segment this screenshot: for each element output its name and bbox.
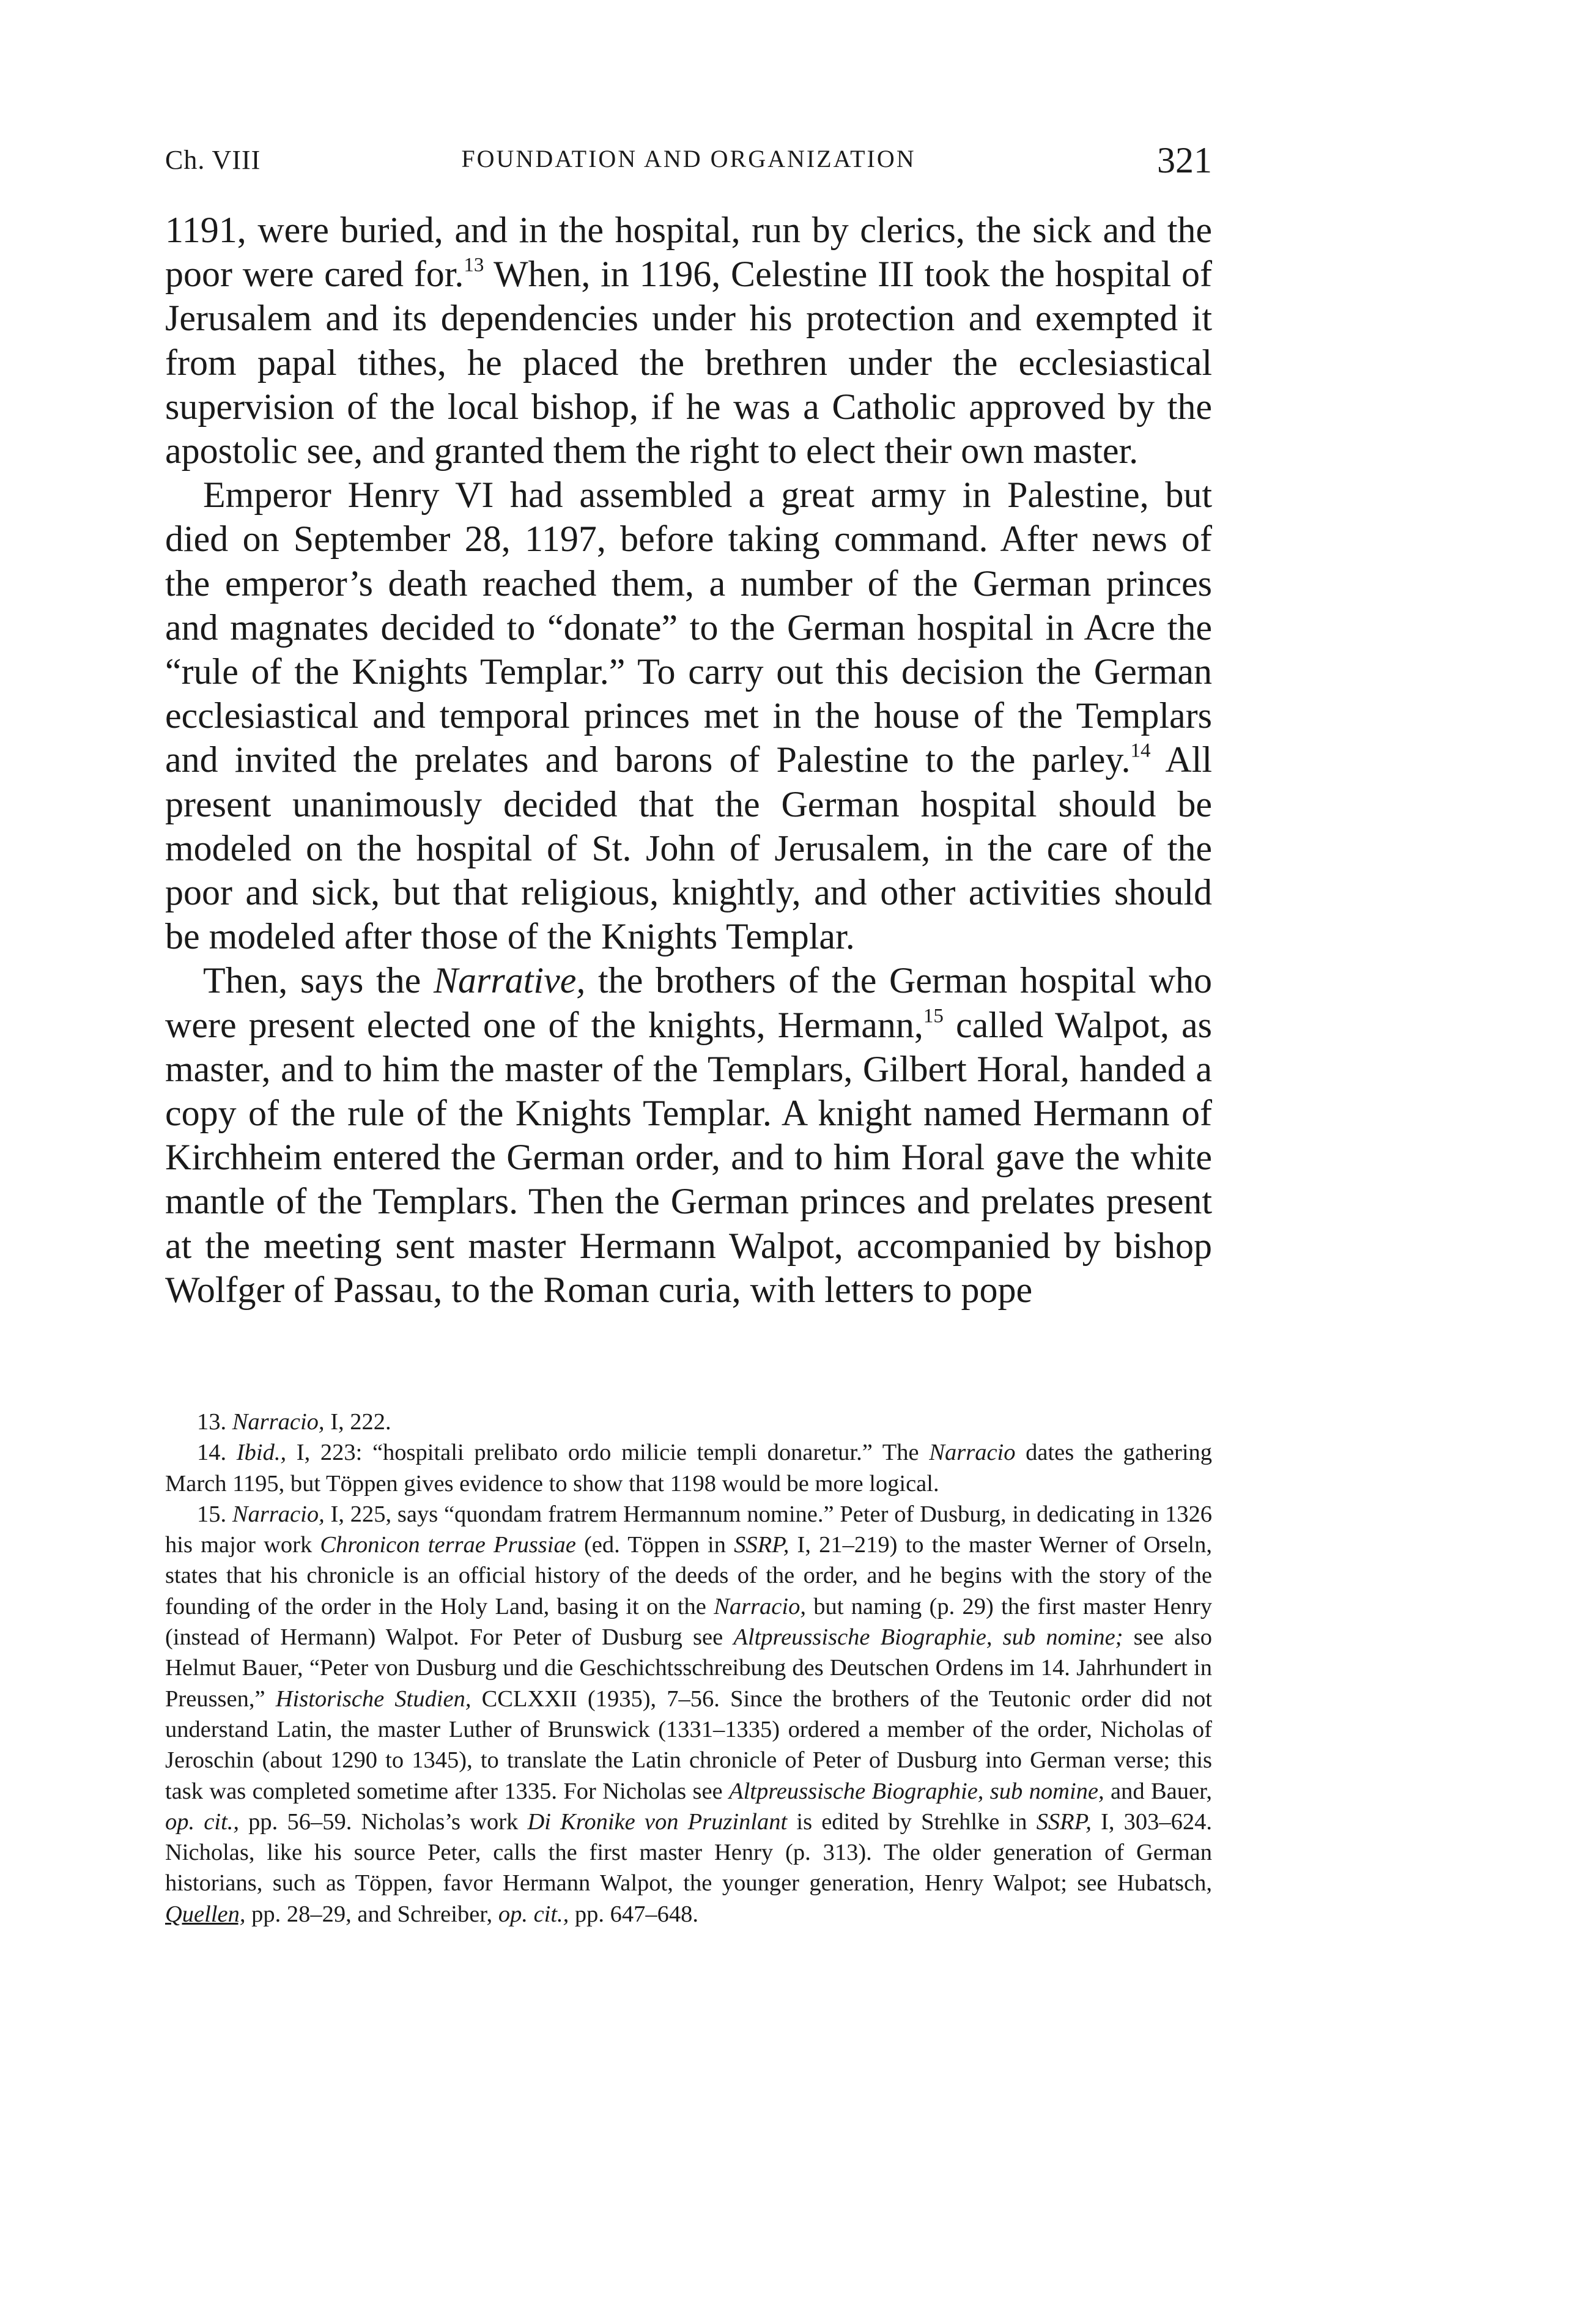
italic-title: Narrative, [434,960,586,1001]
paragraph-text: called Walpot, as master, and to him the master of the Templars, Gilbert Horal, handed a copy of the rule of the Knights Templar. A knight named Hermann of Kirchheim entered the German order, and to him Horal gave the white mantle of the Templars. Then the German princes and prelates present at the meeting sent master Hermann Walpot, accompanied by bishop Wolfger of Passau, to the Roman curia, with letters to pope [165,1004,1212,1310]
paragraph-text: Emperor Henry VI had assembled a great army in Palestine, but died on September 28, 1197, before taking command. After news of the emperor’s death reached them, a number of the German princes and magnates decided to “donate” to the German hospital in Acre the “rule of the Knights Templar.” To carry out this decision the German ecclesiastical and temporal princes met in the house of the Templars and invited the prelates and barons of Palestine to the parley. [165,475,1212,780]
footnote-number: 15. [197,1501,227,1527]
paragraph-3 [165,958,1212,1312]
footnote-italic: Altpreussische Biographie, sub nomine; [733,1624,1123,1651]
footnote-text: I, 225, says “quondam fratrem Hermannum nomine.” Peter of Dusburg, in dedicating in 1326 his major work [165,1501,1212,1558]
footnote-15 [165,1499,1212,1930]
footnote-text: see also Helmut Bauer, “Peter von Dusburg und die Geschichtsschreibung des Deutschen Ordens im 14. Jahrhundert in Preussen,” [165,1624,1212,1712]
footnote-text: pp. 28–29, and Schreiber, [245,1901,498,1927]
footnote-italic: Altpreussische Biographie, sub nomine, [729,1778,1104,1804]
footnote-text: dates the gathering March 1195, but Töppen gives evidence to show that 1198 would be more logical. [165,1440,1213,1497]
footnotes [165,1407,1212,1930]
footnote-italic: Historische Studien, [275,1686,471,1712]
paragraph-text: the brothers of the German hospital who were present elected one of the knights, Hermann, [165,960,1212,1045]
page-number: 321 [1157,140,1212,180]
footnote-text: pp. 56–59. Nicholas’s work [239,1808,528,1835]
footnote-14 [165,1437,1212,1499]
paragraph-text: All present unanimously decided that the German hospital should be modeled on the hospital of St. John of Jerusalem, in the care of the poor and sick, but that religious, knightly, and other activities should be modeled after those of the Knights Templar. [165,739,1212,957]
running-header [165,139,1212,182]
footnote-italic: Di Kronike von Pruzinlant [527,1808,788,1835]
footnote-italic: Narracio, [232,1501,325,1527]
running-title: FOUNDATION AND ORGANIZATION [461,145,916,172]
footnote-text: I, 223: “hospitali prelibato ordo milicie templi donaretur.” The [286,1440,930,1466]
footnote-italic: op. cit., [165,1808,240,1835]
footnote-ref-15[interactable]: 15 [923,1004,944,1027]
footnote-italic: op. cit., [498,1901,569,1927]
footnote-ref-14[interactable]: 14 [1130,739,1151,762]
underlined-ref [165,1901,246,1927]
footnote-text: I, 21–219) to the master Werner of Orseln, states that his chronicle is an official history of the deeds of the order, and he begins with the story of the founding of the order in the Holy Land, basing it on the [165,1532,1213,1619]
footnote-italic: Narracio, [232,1409,325,1435]
footnote-number: 14. [197,1440,227,1466]
footnote-text: I, 303–624. Nicholas, like his source Peter, calls the first master Henry (p. 313). The older generation of German historians, such as Töppen, favor Hermann Walpot, the younger generation, Henry Walpot; see Hubatsch, [165,1808,1212,1897]
paragraph-2 [165,473,1212,958]
footnote-italic: Quellen, [165,1901,246,1927]
footnote-number: 13. [197,1409,227,1435]
footnote-italic: SSRP, [734,1532,789,1558]
footnote-italic: SSRP, [1036,1808,1092,1835]
footnote-italic: Narracio, [714,1593,806,1619]
footnote-text: (ed. Töppen in [575,1532,734,1558]
main-text [165,208,1212,1312]
paragraph-text: 1191, were buried, and in the hospital, run by clerics, the sick and the poor were cared for. [165,210,1212,295]
footnote-text: and Bauer, [1104,1778,1212,1804]
footnote-text: I, 222. [324,1409,391,1435]
footnote-13 [165,1407,1212,1437]
chapter-label: Ch. VIII [165,145,261,175]
footnote-italic: Narracio [929,1440,1016,1466]
footnote-ref-13[interactable]: 13 [464,254,484,276]
footnote-text: is edited by Strehlke in [787,1808,1037,1835]
footnote-text: pp. 647–648. [569,1901,699,1927]
footnote-text: but naming (p. 29) the first master Henry (instead of Hermann) Walpot. For Peter of Dusburg see [165,1593,1212,1651]
paragraph-text: Then, says the [203,960,434,1001]
paragraph-1 [165,208,1212,473]
footnote-italic: Ibid., [236,1440,287,1466]
paragraph-text: When, in 1196, Celestine III took the hospital of Jerusalem and its dependencies under his protection and exempted it from papal tithes, he placed the brethren under the ecclesiastical supervision of the local bishop, if he was a Catholic approved by the apostolic see, and granted them the right to elect their own master. [165,254,1213,472]
footnote-italic: Chronicon terrae Prussiae [320,1532,576,1558]
footnote-text: CCLXXII (1935), 7–56. Since the brothers of the Teutonic order did not understand Latin, the master Luther of Brunswick (1331–1335) ordered a member of the order, Nicholas of Jeroschin (about 1290 to 1345), to translate the Latin chronicle of Peter of Dusburg into German verse; this task was completed sometime after 1335. For Nicholas see [165,1686,1213,1804]
